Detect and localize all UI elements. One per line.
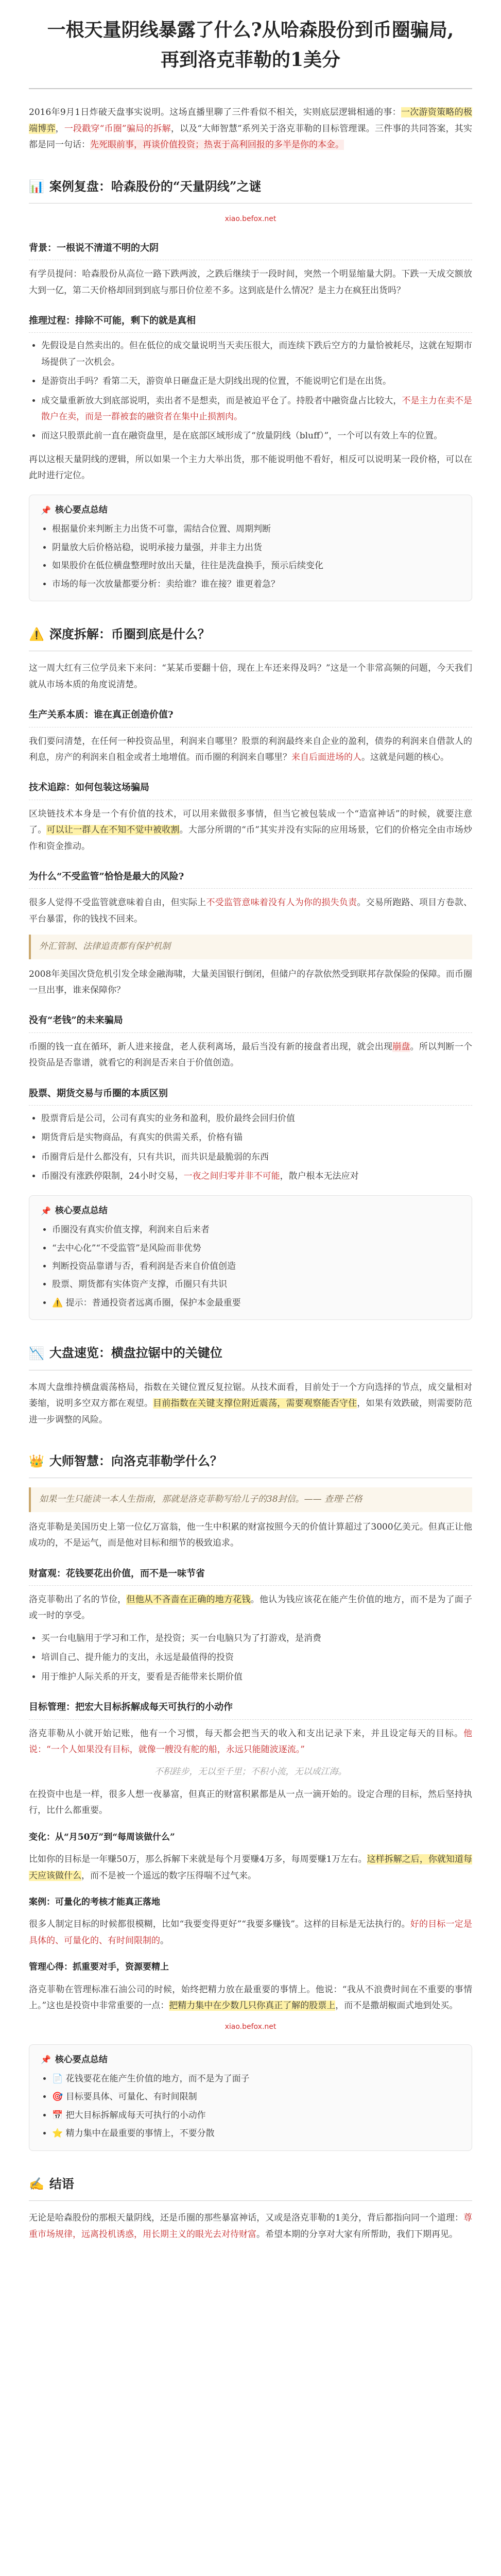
pin-icon: 📌 — [41, 505, 51, 515]
watermark: xiao.befox.net — [224, 214, 277, 223]
intro-red-highlight: 先死眼前事，再谈价值投资；热衷于高利回报的多半是你的本金。 — [90, 140, 344, 150]
text-red: 尊重市场规律，远离投机诱惑，用长期主义的眼光去对待财富 — [29, 2213, 472, 2240]
card-title: 核心要点总结 — [55, 1205, 108, 1216]
section-master-heading — [29, 1450, 472, 1478]
paragraph: 有学员提问：哈森股份从高位一路下跌两波，之跌后继续于一段时间，突然一个明显缩量大阴。下跌一天成交额放大到一亿，第二天价格却回到到底与那日价位差不多。这到底是什么情况？是主力在疯狂出货吗？ — [29, 269, 472, 296]
subsection-heading: 推理过程：排除不可能，剩下的就是真相 — [29, 312, 472, 333]
text: 。所以判断一个投资品是否靠谱，就看它的利润是否来自于价值创造。 — [29, 1041, 473, 1069]
paragraph — [29, 2210, 472, 2243]
text-highlight: 目前指数在关键支撑位附近震荡，需要观察能否守住 — [153, 1398, 357, 1409]
intro-red: 一段戳穿“币圈”骗局的拆解 — [64, 123, 171, 134]
section-title: 结语 — [49, 2176, 74, 2191]
subsection-heading: 技术追踪：如何包装这场骗局 — [29, 779, 472, 800]
list-item: • 阴量放大后价格站稳，说明承接力量强，并非主力出货 — [52, 540, 460, 556]
text: 币圈的钱一直在循环，新人进来接盘，老人获利离场，最后当没有新的接盘者出现，就会出现 — [29, 1041, 393, 1052]
paragraph: 这一周大红有三位学员来下来问：“某某币要翻十倍，现在上车还来得及吗？”这是一个非常高频的问题，今天我们就从市场本质的角度说清楚。 — [29, 663, 472, 690]
sub-heading: 案例：可量化的考核才能真正落地 — [29, 1897, 160, 1907]
text: 。他认为钱应该花在能产生价值的地方，而不是为了面子或一时的享受。 — [29, 1595, 473, 1621]
card-list — [52, 1222, 460, 1311]
text: ，散户根本无法应对 — [280, 1171, 359, 1182]
list-item: • 股票背后是公司，公司有真实的业务和盈利，股价最终会回归价值 — [41, 1111, 472, 1127]
list-item — [41, 1168, 472, 1184]
list-item: • 用于维护人际关系的开支，要看是否能带来长期价值 — [41, 1669, 472, 1685]
paragraph — [29, 1039, 472, 1072]
list-text: 成交量重新放大到底部说明，卖出者不是想卖，而是被迫平仓了。持股者中融资盘占比较大， — [41, 395, 402, 406]
text-red: 他说：“一个人如果没有目标，就像一艘没有舵的船，永远只能随波逐流。” — [29, 1728, 472, 1755]
text: 币圈没有涨跌停限制，24小时交易， — [41, 1171, 184, 1182]
summary-card — [29, 1195, 472, 1320]
text-highlight: 这样拆解之后，你就知道每天应该做什么 — [29, 1854, 473, 1881]
list-item: • “去中心化”“不受监管”是风险而非优势 — [52, 1241, 460, 1257]
subsection-heading: 生产关系本质：谁在真正创造价值? — [29, 706, 472, 727]
list-item: • 培训自己、提升能力的支出，永远是最值得的投资 — [41, 1650, 472, 1666]
list-item: • ⭐ 精力集中在最重要的事情上，不要分散 — [52, 2126, 460, 2142]
paragraph — [29, 1852, 472, 1884]
text-red: 来自后面进场的人 — [291, 752, 361, 762]
sub-heading: 管理心得：抓重要对手，资源要精上 — [29, 1962, 169, 1973]
paragraph — [29, 806, 472, 855]
intro-text: ， — [55, 123, 64, 134]
paragraph — [29, 1380, 472, 1428]
text: 比如你的目标是一年赚50万，那么拆解下来就是每个月要赚4万多，每周要赚1万左右。 — [29, 1854, 367, 1865]
card-heading — [41, 502, 460, 518]
text: ，而不是撒胡椒面式地到处买。 — [335, 2001, 458, 2011]
text: 洛克菲勒在管理标准石油公司的时候，始终把精力放在最重要的事情上。他说：“我从不浪费时间在不重要的事情上。”这也是投资中非常重要的一点： — [29, 1984, 472, 2011]
text: 很多人觉得不受监管就意味着自由，但实际上 — [29, 897, 206, 908]
list-item: • 币圈背后是什么都没有，只有共识，而共识是最脆弱的东西 — [41, 1149, 472, 1165]
text: 。交易所跑路、项目方卷款、平台暴雷，你的钱找不回来。 — [29, 897, 473, 924]
intro-highlight: 一次游资策略的极端博弈 — [29, 107, 472, 134]
list-item: • 期货背后是实物商品，有真实的供需关系，价格有锚 — [41, 1130, 472, 1146]
section-title: 深度拆解：币圈到底是什么？ — [49, 626, 210, 641]
blockquote: 如果一生只能读一本人生指南，那就是洛克菲勒写给儿子的38封信。—— 查理·芒格 — [29, 1487, 472, 1512]
text-red: 一夜之间归零并非不可能 — [183, 1171, 280, 1182]
paragraph — [29, 1592, 472, 1624]
list-item: • 📄 花钱要花在能产生价值的地方，而不是为了面子 — [52, 2071, 460, 2087]
article-title: 一根天量阴线暴露了什么?从哈森股份到币圈骗局,再到洛克菲勒的1美分 — [29, 15, 472, 89]
list-item: • 买一台电脑用于学习和工作，是投资；买一台电脑只为了打游戏，是消费 — [41, 1631, 472, 1647]
text: 我们要问清楚，在任何一种投资品里，利润来自哪里？股票的利润最终来自企业的盈利，债券的利润来自借款人的利息，房产的利润来自租金或者土地增值。而币圈的利润来自哪里？ — [29, 736, 472, 762]
paragraph — [29, 1982, 472, 2014]
text: 洛克菲勒出了名的节俭， — [29, 1595, 127, 1605]
watermark: xiao.befox.net — [224, 2022, 277, 2031]
section-market-heading — [29, 1342, 472, 1370]
text: 区块链技术本身是一个有价值的技术，可以用来做很多事情，但当它被包装成一个“造富神话”的时候，就要注意了。 — [29, 808, 472, 836]
section-title: 案例复盘：哈森股份的“天量阴线”之谜 — [49, 178, 262, 194]
list-item: • 股票、期货都有实体资产支撑，币圈只有共识 — [52, 1277, 460, 1293]
list-item: • 市场的每一次放量都要分析：卖给谁？谁在接？谁更着急？ — [52, 577, 460, 592]
list-item: • 📅 把大目标拆解成每天可执行的小动作 — [52, 2108, 460, 2124]
paragraph — [29, 1726, 472, 1758]
sub-heading: 变化：从“月50万”到“每周该做什么” — [29, 1832, 175, 1842]
muted-quote: 不积跬步，无以至千里；不积小流，无以成江海。 — [154, 1767, 347, 1777]
text: 无论是哈森股份的那根天量阴线，还是币圈的那些暴富神话，又或是洛克菲勒的1美分，背后都指向同一个道理： — [29, 2213, 463, 2224]
text-highlight: 把精力集中在少数几只你真正了解的股票上 — [169, 2001, 336, 2011]
paragraph: 在投资中也是一样，很多人想一夜暴富，但真正的财富积累都是从一点一滴开始的。设定合理的目标，然后坚持执行，比什么都重要。 — [29, 1789, 472, 1816]
section-case-study-heading — [29, 175, 472, 204]
bullet-list — [41, 1631, 472, 1685]
bullet-list — [41, 338, 472, 445]
paragraph: 洛克菲勒是美国历史上第一位亿万富翁，他一生中积累的财富按照今天的价值计算超过了3000亿美元。但真正让他成功的，不是运气，而是他对目标和细节的极致追求。 — [29, 1521, 472, 1549]
subsection-heading: 目标管理：把宏大目标拆解成每天可执行的小动作 — [29, 1699, 472, 1719]
subsection-heading: 财富观：花钱要花出价值，而不是一味节省 — [29, 1565, 472, 1586]
section-conclusion-heading — [29, 2173, 472, 2201]
list-item — [41, 393, 472, 426]
paragraph: 2008年美国次贷危机引发全球金融海啸，大量美国银行倒闭，但储户的存款依然受到联邦存款保险的保障。而币圈一旦出事，谁来保障你？ — [29, 969, 472, 996]
subsection-heading: 为什么“不受监管”恰恰是最大的风险? — [29, 868, 472, 889]
warning-icon: ⚠️ — [29, 627, 44, 642]
intro-text: ，以及“大师智慧”系列关于洛克菲勒的目标管理课。三件事的共同答案，其实都是同一句话： — [29, 123, 473, 150]
text: 洛克菲勒从小就开始记账，他有一个习惯，每天都会把当天的收入和支出记录下来，并且设定每天的目标。 — [29, 1728, 463, 1739]
card-title: 核心要点总结 — [55, 504, 108, 515]
section-title: 大盘速览：横盘拉锯中的关键位 — [49, 1345, 222, 1361]
text-red: 好的目标一定是具体的、可量化的、有时间限制的 — [29, 1919, 473, 1946]
pin-icon: 📌 — [41, 1206, 51, 1216]
text: ，而不是被一个遥远的数字压得喘不过气来。 — [81, 1870, 256, 1881]
chart-down-icon: 📉 — [29, 1346, 44, 1361]
paragraph — [29, 895, 472, 927]
text: 。大部分所谓的“币”其实并没有实际的应用场景，它们的价格完全由市场炒作和资金推动。 — [29, 825, 473, 852]
text-highlight: 可以让一群人在不知不觉中被收割 — [46, 825, 180, 836]
subsection-heading: 股票、期货交易与币圈的本质区别 — [29, 1085, 472, 1106]
crown-icon: 👑 — [29, 1454, 44, 1469]
chart-icon: 📊 — [29, 179, 44, 194]
text: 。希望本期的分享对大家有所帮助，我们下期再见。 — [256, 2229, 458, 2240]
section-title: 大师智慧：向洛克菲勒学什么？ — [49, 1453, 222, 1469]
text-highlight: 但他从不吝啬在正确的地方花钱 — [126, 1595, 251, 1605]
intro-paragraph — [29, 105, 472, 153]
paragraph — [29, 734, 472, 766]
list-item: • 判断投资品靠谱与否，看利润是否来自价值创造 — [52, 1259, 460, 1275]
text: 。 — [160, 1935, 169, 1946]
card-heading — [41, 2052, 460, 2068]
card-title: 核心要点总结 — [55, 2054, 108, 2065]
text-red-highlight: 崩盘 — [392, 1041, 410, 1052]
text: 很多人制定目标的时候都很模糊，比如“我要变得更好”“我要多赚钱”。这样的目标是无法执行的。 — [29, 1919, 410, 1930]
text: 。这就是问题的核心。 — [361, 752, 449, 762]
intro-text: 2016年9月1日炸破天盘事实说明。这场直播里聊了三件看似不相关，实则底层逻辑相通的事： — [29, 107, 401, 118]
list-item: • 根据量价来判断主力出货不可靠，需结合位置、周期判断 — [52, 521, 460, 537]
text: 本周大盘维持横盘震荡格局，指数在关键位置反复拉锯。从技术面看，目前处于一个方向选择的节点，成交量相对萎缩，说明多空双方都在观望。 — [29, 1382, 472, 1409]
list-item: • 是游资出手吗？看第二天，游资单日砸盘正是大阴线出现的位置，不能说明它们是在出货。 — [41, 374, 472, 389]
bullet-list — [41, 1111, 472, 1185]
card-list — [52, 521, 460, 592]
list-item: • 币圈没有真实价值支撑，利润来自后来者 — [52, 1222, 460, 1238]
pin-icon: 📌 — [41, 2055, 51, 2065]
card-heading — [41, 1203, 460, 1219]
paragraph: 再以这根天量阴线的逻辑，所以如果一个主力大举出货，那不能说明他不看好，相反可以说明某一段价格，可以在此时进行定位。 — [29, 454, 472, 481]
list-item: • 🎯 目标要具体、可量化、有时间限制 — [52, 2089, 460, 2105]
list-red: 不是主力在卖不是散户在卖，而是一群被套的融资者在集中止损割肉。 — [41, 395, 473, 422]
list-item: • ⚠️ 提示：普通投资者远离币圈，保护本金最重要 — [52, 1295, 460, 1311]
text: ，如果有效跌破，则需要防范进一步调整的风险。 — [29, 1398, 473, 1425]
summary-card — [29, 2044, 472, 2151]
subsection-heading: 背景：一根说不清道不明的大阴 — [29, 240, 472, 260]
subsection-heading: 没有“老钱”的未来骗局 — [29, 1012, 472, 1032]
list-item: • 如果股价在低位横盘整理时放出天量，往往是洗盘换手，预示后续变化 — [52, 558, 460, 574]
writing-hand-icon: ✍️ — [29, 2176, 44, 2191]
summary-card — [29, 495, 472, 601]
list-item: • 先假设是自然卖出的。但在低位的成交量说明当天卖压很大，而连续下跌后空方的力量恰被耗尽，这就在短期市场提供了一次机会。 — [41, 338, 472, 370]
text-red: 不受监管意味着没有人为你的损失负责 — [206, 897, 357, 908]
paragraph — [29, 1917, 472, 1949]
blockquote: 外汇管制、法律追责都有保护机制 — [29, 935, 472, 959]
list-item: • 而这只股票此前一直在融资盘里，是在底部区域形成了“放量阴线（bluff）”，一个可以有效上车的位置。 — [41, 428, 472, 444]
section-crypto-heading — [29, 623, 472, 651]
card-list — [52, 2071, 460, 2142]
